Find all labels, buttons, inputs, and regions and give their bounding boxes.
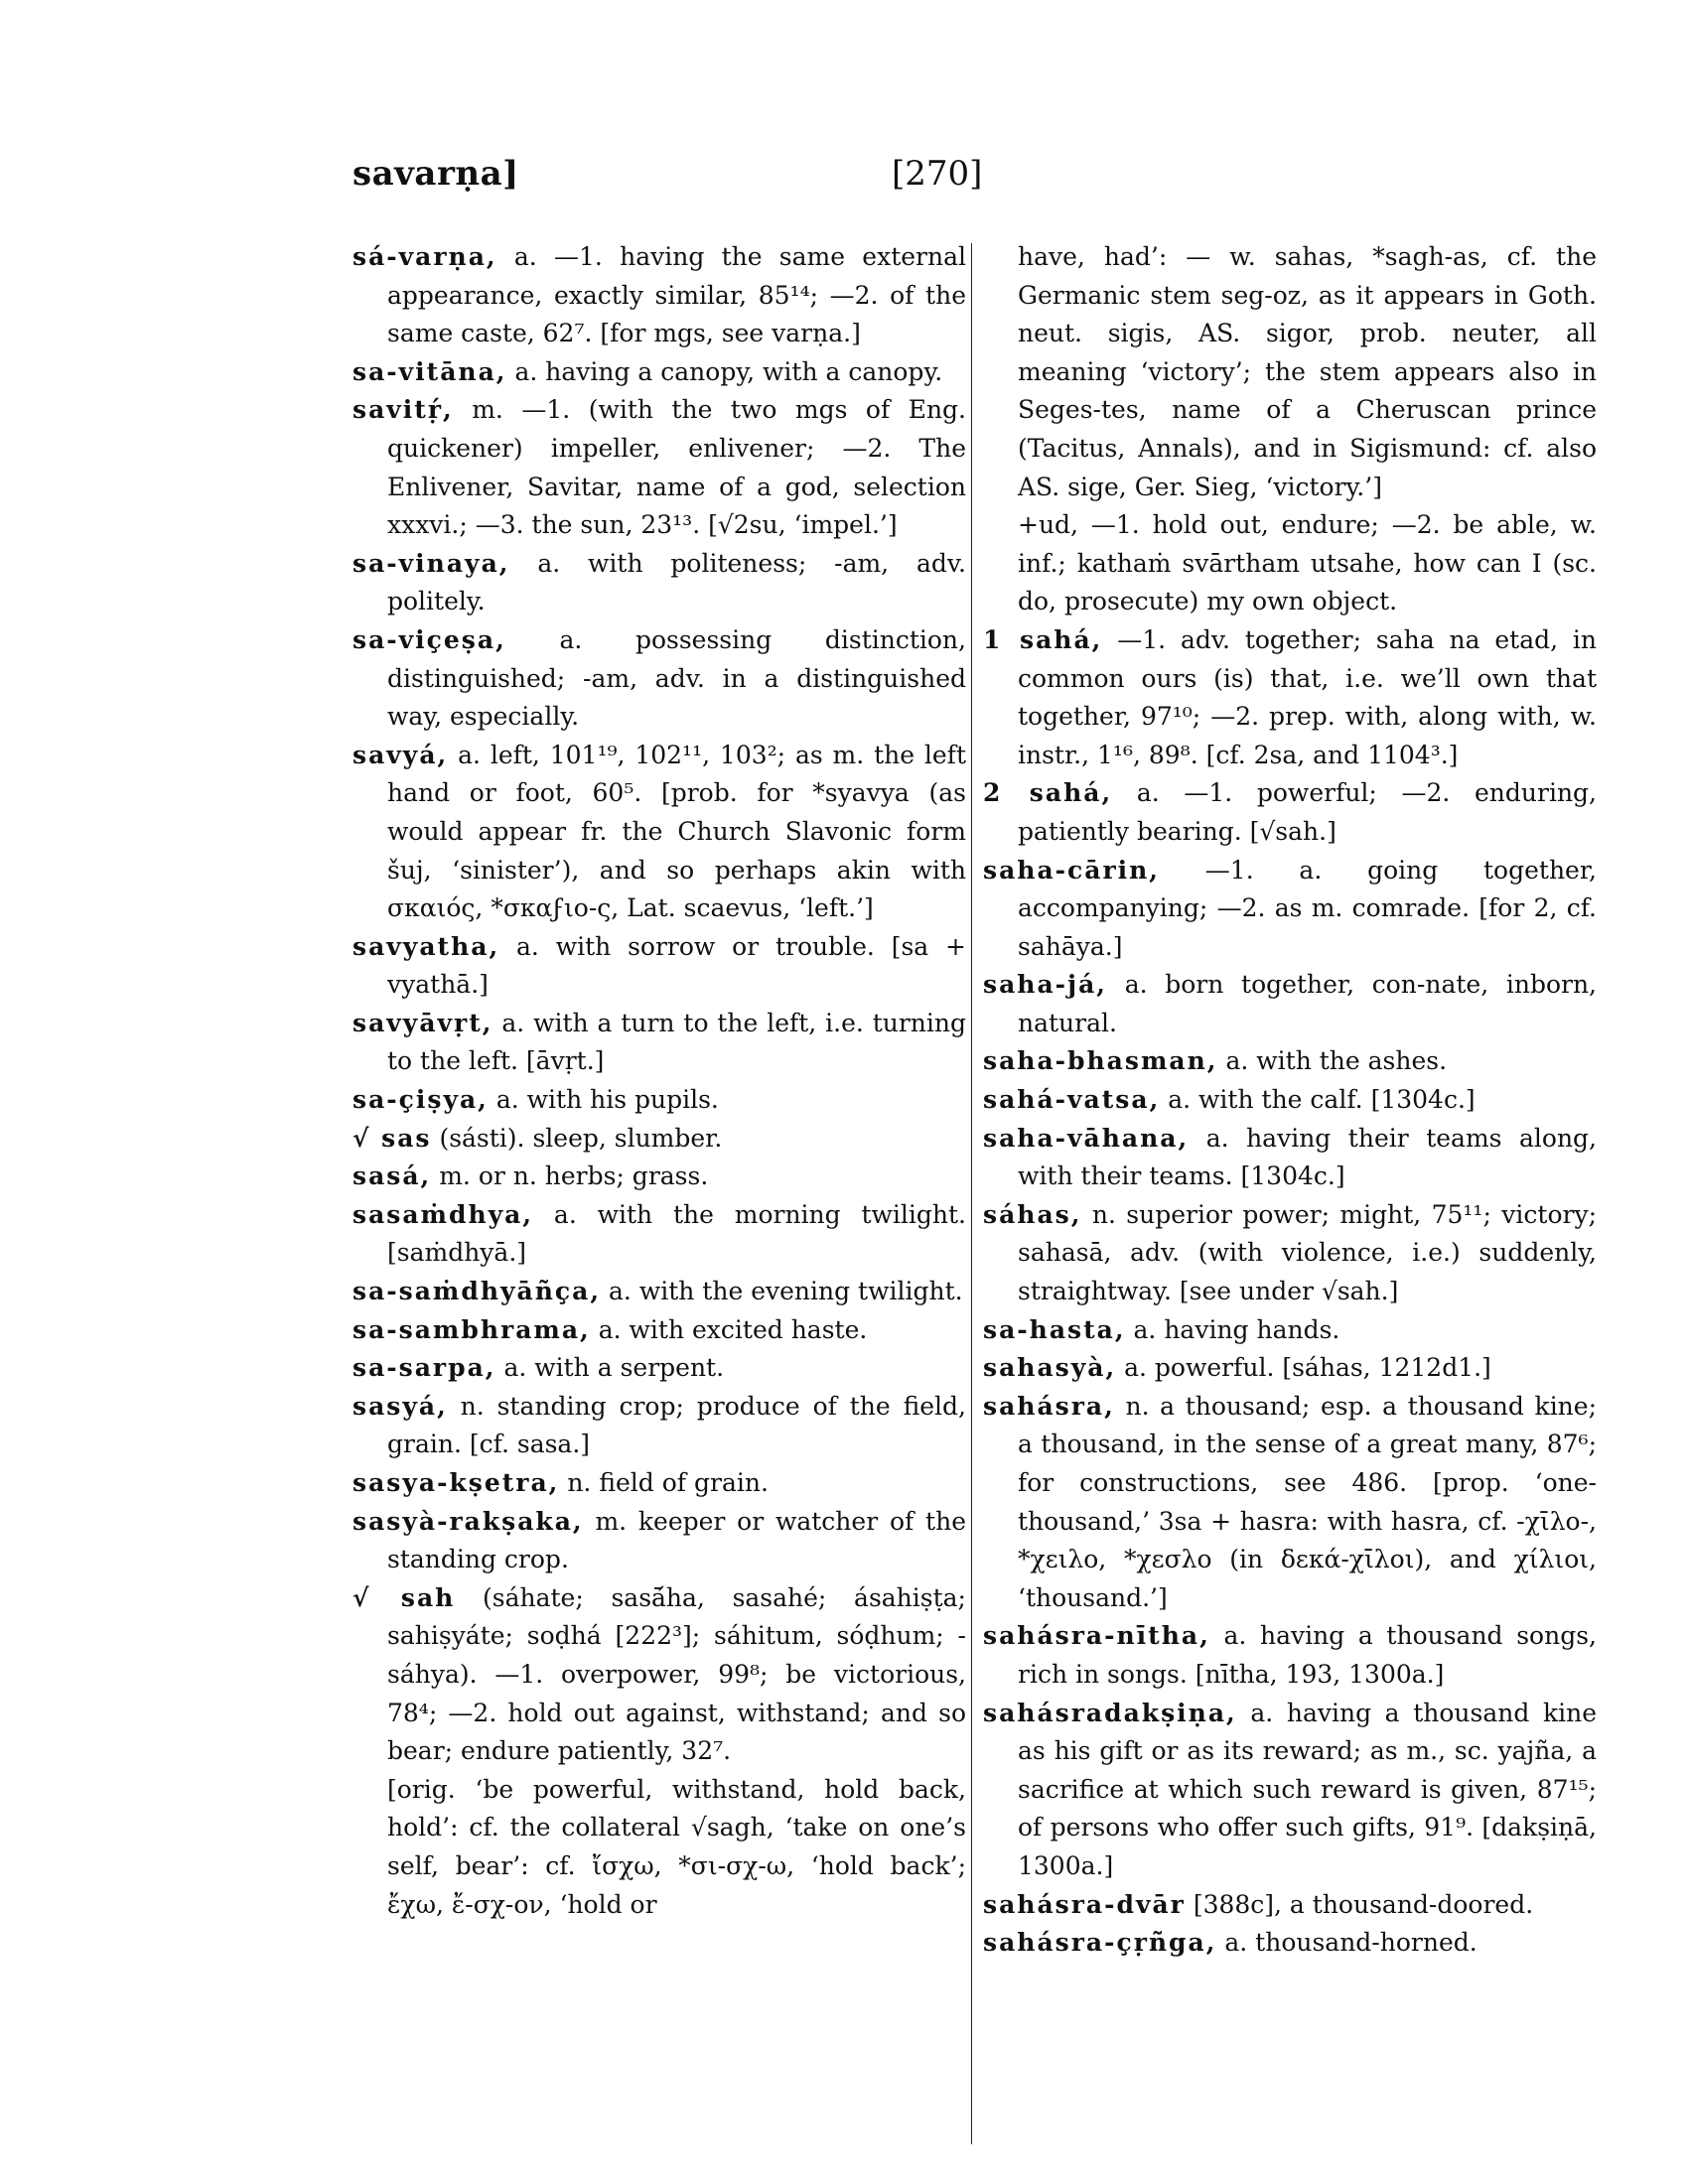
dictionary-entry [983,621,1597,774]
entry-definition: a. left, 101¹⁹, 102¹¹, 103²; as m. the left hand or foot, 60⁵. [prob. for *syavya (as would appear fr. the Church Slavonic form šuj, ‘sinister’), and so perhaps akin with σκαιός, *σκαϝιο-ς, Lat. scaevus, ‘left.’] [387,740,966,923]
dictionary-entry [983,1388,1597,1618]
dictionary-entry [983,506,1597,621]
entry-headword: sasá, [352,1161,432,1191]
left-column [352,238,966,1924]
dictionary-entry [983,852,1597,967]
entry-headword: savyāvṛt, [352,1008,493,1037]
dictionary-entry [352,1311,966,1350]
dictionary-entry [352,1388,966,1464]
dictionary-entry [983,1042,1597,1081]
dictionary-entry [983,1695,1597,1886]
dictionary-entry [983,1081,1597,1120]
dictionary-entry [352,353,966,392]
entry-definition: a. with the ashes. [1225,1046,1448,1076]
entry-definition: n. a thousand; esp. a thousand kine; a thousand, in the sense of a great many, 87⁶; for constructions, see 486. [prop. ‘one-thousand,’ 3sa + hasra: with hasra, cf. -χῑλο-, *χειλο, *χεσλο (in δεκά-χῑλοι), and χίλιοι, ‘thousand.’] [1018,1391,1598,1612]
dictionary-entry [983,774,1597,851]
entry-definition: a. with the morning twilight. [saṁdhyā.] [387,1199,966,1268]
entry-definition: +ud, —1. hold out, endure; —2. be able, w. inf.; kathaṁ svārtham utsahe, how can I (sc. do, prosecute) my own object. [1018,510,1597,616]
entry-definition: [388c], a thousand-doored. [1193,1889,1534,1919]
entry-definition: a. having a thousand songs, rich in songs. [nītha, 193, 1300a.] [1018,1621,1597,1689]
entry-headword: saha-vāhana, [983,1123,1190,1153]
dictionary-entry [983,238,1597,506]
entry-definition: a. thousand-horned. [1224,1928,1477,1958]
dictionary-entry [983,1120,1597,1196]
entry-definition: have, had’: — w. sahas, *sagh-as, cf. the Germanic stem seg-oz, as it appears in Goth. neut. sigis, AS. sigor, prob. neuter, all meaning ‘victory’; the stem appears also in Seges-tes, name of a Cheruscan prince (Tacitus, Annals), and in Sigismund: cf. also AS. sige, Ger. Sieg, ‘victory.’] [1018,242,1597,501]
dictionary-entry [352,1158,966,1196]
entry-definition: n. superior power; might, 75¹¹; victory; sahasā, adv. (with violence, i.e.) suddenly, straightway. [see under √sah.] [1018,1199,1597,1306]
dictionary-entry [352,1349,966,1388]
entry-headword: sa-sambhrama, [352,1314,591,1344]
entry-definition: a. —1. having the same external appearance, exactly similar, 85¹⁴; —2. of the same caste, 62⁷. [for mgs, see varṇa.] [387,242,966,348]
dictionary-entry [983,1349,1597,1388]
entry-definition: a. with sorrow or trouble. [sa + vyathā.] [387,931,966,1000]
dictionary-entry [352,1464,966,1503]
entry-definition: a. —1. powerful; —2. enduring, patiently bearing. [√sah.] [1018,778,1598,846]
entry-headword: √ sas [352,1123,432,1153]
entry-definition: a. with the calf. [1304c.] [1168,1085,1476,1115]
dictionary-entry [352,1120,966,1159]
entry-definition: n. standing crop; produce of the field, grain. [cf. sasa.] [387,1391,966,1459]
entry-definition: a. powerful. [sáhas, 1212d1.] [1124,1353,1491,1383]
entry-definition: a. with his pupils. [495,1085,719,1115]
entry-headword: sasya-kṣetra, [352,1468,560,1497]
dictionary-entry [983,1924,1597,1963]
dictionary-entry [983,1886,1597,1925]
entry-definition: [orig. ‘be powerful, withstand, hold back, hold’: cf. the collateral √sagh, ‘take on one’s self, bear’: cf. ἴσχω, *σι-σχ-ω, ‘hold back’; ἔχω, ἔ-σχ-ον, ‘hold or [387,1774,966,1919]
entry-definition: m. or n. herbs; grass. [439,1161,709,1191]
dictionary-entry [352,1005,966,1081]
entry-headword: sa-çiṣya, [352,1085,489,1115]
entry-headword: saha-bhasman, [983,1046,1218,1076]
entry-definition: (sásti). sleep, slumber. [439,1123,723,1153]
entry-definition: a. born together, con-nate, inborn, natural. [1018,970,1597,1037]
entry-headword: sa-hasta, [983,1314,1126,1344]
entry-definition: m. keeper or watcher of the standing crop. [387,1506,966,1574]
entry-definition: a. having a thousand kine as his gift or as its reward; as m., sc. yajña, a sacrifice at which such reward is given, 87¹⁵; of persons who offer such gifts, 91⁹. [dakṣiṇā, 1300a.] [1018,1698,1598,1880]
entry-definition: n. field of grain. [567,1468,769,1497]
entry-definition: a. having a canopy, with a canopy. [514,356,943,386]
entry-headword: savyatha, [352,931,500,961]
entry-headword: sa-viçeṣa, [352,624,506,654]
column-divider [971,243,972,2144]
entry-headword: sahásradakṣiṇa, [983,1698,1237,1727]
dictionary-entry [983,1196,1597,1311]
entry-headword: saha-já, [983,970,1107,1000]
entry-headword: saha-cārin, [983,855,1160,885]
entry-headword: sahásra, [983,1391,1115,1421]
dictionary-entry [352,1503,966,1579]
entry-headword: sasyá, [352,1391,448,1421]
entry-headword: sahásra-çṛñga, [983,1928,1217,1958]
entry-headword: sá-varṇa, [352,242,497,271]
dictionary-entry [352,1771,966,1924]
dictionary-entry [352,545,966,621]
entry-definition: a. possessing distinction, distinguished; -am, adv. in a distinguished way, especially. [387,624,966,732]
entry-definition: —1. a. going together, accompanying; —2. as m. comrade. [for 2, cf. sahāya.] [1018,855,1597,961]
entry-definition: —1. adv. together; saha na etad, in common ours (is) that, i.e. we’ll own that together, 97¹⁰; —2. prep. with, along with, w. instr., 1¹⁶, 89⁸. [cf. 2sa, and 1104³.] [1018,624,1598,769]
entry-headword: sahásra-dvār [983,1889,1186,1919]
entry-definition: a. with politeness; -am, adv. politely. [387,548,966,616]
entry-definition: a. having their teams along, with their teams. [1304c.] [1018,1123,1597,1191]
entry-headword: sa-saṁdhyāñça, [352,1277,602,1306]
entry-headword: savitṛ́, [352,395,454,425]
dictionary-entry [352,928,966,1005]
entry-headword: sahásra-nītha, [983,1621,1210,1651]
dictionary-entry [983,966,1597,1042]
entry-headword: sáhas, [983,1199,1082,1229]
entry-definition: a. having hands. [1133,1314,1340,1344]
entry-definition: (sáhate; sasā́ha, sasahé; ásahiṣṭa; sahiṣyáte; soḍhá [222³]; sáhitum, sóḍhum; -sáhya). —1. overpower, 99⁸; be victorious, 78⁴; —2. hold out against, withstand; and so bear; endure patiently, 32⁷. [387,1582,966,1766]
entry-headword: √ sah [352,1582,456,1612]
dictionary-entry [352,1081,966,1120]
dictionary-entry [352,1196,966,1273]
entry-headword: 2 sahá, [983,778,1113,808]
dictionary-entry [352,1273,966,1311]
entry-headword: sa-sarpa, [352,1353,496,1383]
dictionary-entry [983,1617,1597,1694]
dictionary-entry [352,238,966,353]
entry-headword: sahá-vatsa, [983,1085,1161,1115]
entry-definition: a. with excited haste. [598,1314,868,1344]
entry-headword: sasaṁdhya, [352,1199,534,1229]
entry-headword: sahasyà, [983,1353,1117,1383]
entry-definition: m. —1. (with the two mgs of Eng. quickener) impeller, enlivener; —2. The Enlivener, Savitar, name of a god, selection xxxvi.; —3. the sun, 23¹³. [√2su, ‘impel.’] [387,395,966,540]
dictionary-entry [352,391,966,544]
entry-definition: a. with a serpent. [503,1353,725,1383]
running-head: savarṇa] [352,154,519,194]
dictionary-entry [983,1311,1597,1350]
dictionary-entry [352,621,966,737]
entry-headword: sa-vinaya, [352,548,510,578]
right-column [983,238,1597,1963]
entry-headword: savyá, [352,740,449,769]
entry-headword: sa-vitāna, [352,356,507,386]
dictionary-entry [352,1579,966,1771]
dictionary-entry [352,737,966,928]
entry-definition: a. with a turn to the left, i.e. turning to the left. [āvṛt.] [387,1008,966,1076]
entry-headword: sasyà-rakṣaka, [352,1506,584,1536]
page-number: [270] [892,154,983,194]
entry-headword: 1 sahá, [983,624,1103,654]
entry-definition: a. with the evening twilight. [609,1277,963,1306]
